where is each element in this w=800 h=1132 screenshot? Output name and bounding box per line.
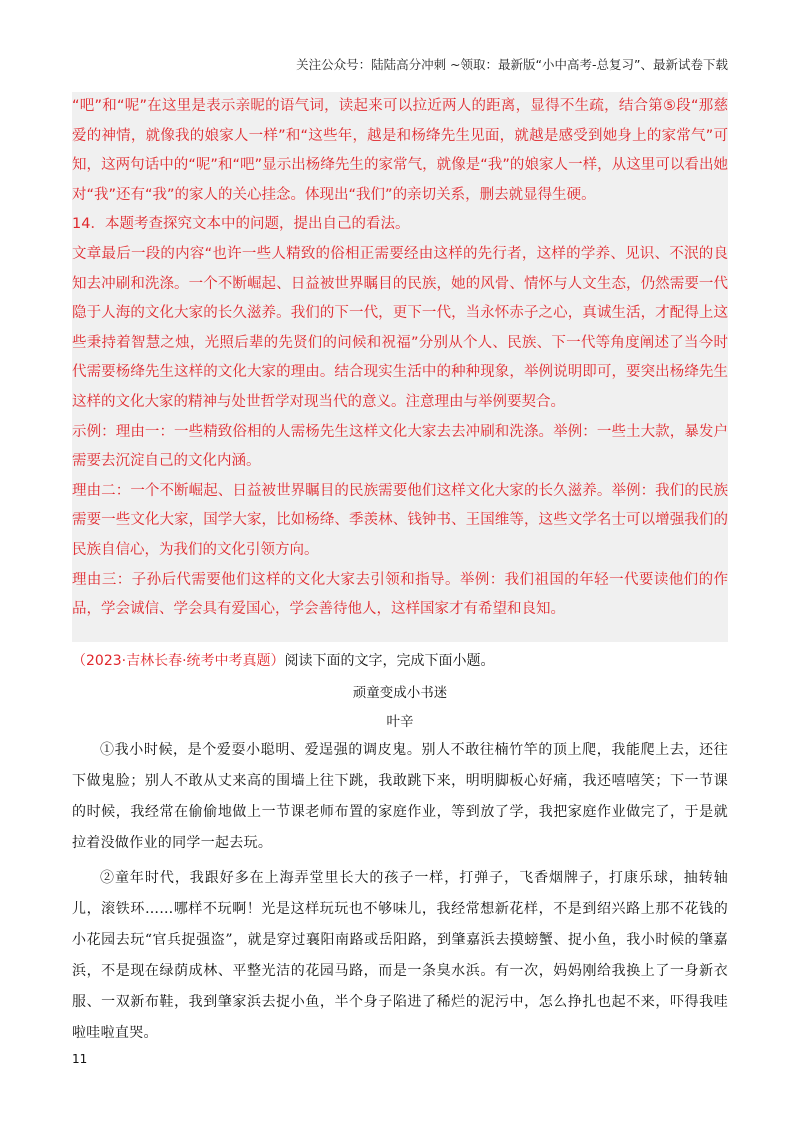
page-number: 11 bbox=[72, 1052, 88, 1066]
page-header: 关注公众号：陆陆高分冲刺 ~领取：最新版“小中高考-总复习”、最新试卷下载 bbox=[296, 57, 728, 72]
article-paragraph: ①我小时候，是个爱耍小聪明、爱逞强的调皮鬼。别人不敢往楠竹竿的顶上爬，我能爬上去，还往下做鬼脸；别人不敢从丈来高的围墙上往下跳，我敢跳下来，明明脚板心好痛，我还嘻嘻笑；下一节课的时候，我经常在偷偷地做上一节课老师布置的家庭作业，等到放了学，我把家庭作业做完了，于是就拉着没做作业的同学一起去玩。 bbox=[72, 742, 728, 851]
source-instruction: 阅读下面的文字，完成下面小题。 bbox=[284, 653, 495, 669]
question-source bbox=[72, 650, 728, 670]
answer-paragraph: 理由二：一个不断崛起、日益被世界瞩目的民族需要他们这样文化大家的长久滋养。举例：我们的民族需要一些文化大家，国学大家，比如杨绛、季羡林、钱钟书、王国维等，这些文学名士可以增强我们的民族自信心，为我们的文化引领方向。 bbox=[72, 482, 728, 558]
answer-paragraph: 14．本题考查探究文本中的问题，提出自己的看法。 bbox=[72, 216, 410, 233]
answer-block bbox=[72, 92, 728, 642]
answer-paragraph: 示例：理由一：一些精致俗相的人需杨先生这样文化大家去去冲刷和洗涤。举例：一些土大款，暴发户需要去沉淀自己的文化内涵。 bbox=[72, 423, 728, 470]
article-paragraph: ②童年时代，我跟好多在上海弄堂里长大的孩子一样，打弹子，飞香烟牌子，打康乐球，抽转轴儿，滚铁环……哪样不玩啊！光是这样玩玩也不够味儿，我经常想新花样，不是到绍兴路上那不花钱的小花园去玩“官兵捉强盗”，就是穿过襄阳南路或岳阳路，到肇嘉浜去摸螃蟹、捉小鱼，我小时候的肇嘉浜，不是现在绿荫成林、平整光洁的花园马路，而是一条臭水浜。有一次，妈妈刚给我换上了一身新衣服、一双新布鞋，我到肇家浜去捉小鱼，半个身子陷进了稀烂的泥污中，怎么挣扎也起不来，吓得我哇啦哇啦直哭。 bbox=[72, 870, 728, 1041]
answer-paragraph: 理由三：子孙后代需要他们这样的文化大家去引领和指导。举例：我们祖国的年轻一代要读他们的作品，学会诚信、学会具有爱国心，学会善待他人，这样国家才有希望和良知。 bbox=[72, 571, 728, 618]
answer-paragraph: 文章最后一段的内容“也许一些人精致的俗相正需要经由这样的先行者，这样的学养、见识、不泯的良知去冲刷和洗涤。一个不断崛起、日益被世界瞩目的民族，她的风骨、情怀与人文生态，仍然需要一代隐于人海的文化大家的长久滋养。我们的下一代，更下一代，当永怀赤子之心，真诚生活，才配得上这些秉持着智慧之烛，光照后辈的先贤们的问候和祝福”分别从个人、民族、下一代等角度阐述了当今时代需要杨绛先生这样的文化大家的理由。结合现实生活中的种种现象，举例说明即可，要突出杨绛先生这样的文化大家的精神与处世哲学对现当代的意义。注意理由与举例要契合。 bbox=[72, 245, 728, 410]
source-tag: （2023·吉林长春·统考中考真题） bbox=[72, 653, 285, 669]
article-title: 顽童变成小书迷 bbox=[352, 685, 448, 701]
answer-paragraph: “吧”和“呢”在这里是表示亲昵的语气词，读起来可以拉近两人的距离，显得不生疏，结合第⑤段“那慈爱的神情，就像我的娘家人一样”和“这些年，越是和杨绛先生见面，就越是感受到她身上的家常气”可知，这两句话中的“呢”和“吧”显示出杨绛先生的家常气，就像是“我”的娘家人一样，从这里可以看出她对“我”还有“我”的家人的关心挂念。体现出“我们”的亲切关系，删去就显得生硬。 bbox=[72, 98, 728, 203]
article-author: 叶辛 bbox=[386, 714, 414, 730]
article-body bbox=[72, 735, 728, 1053]
